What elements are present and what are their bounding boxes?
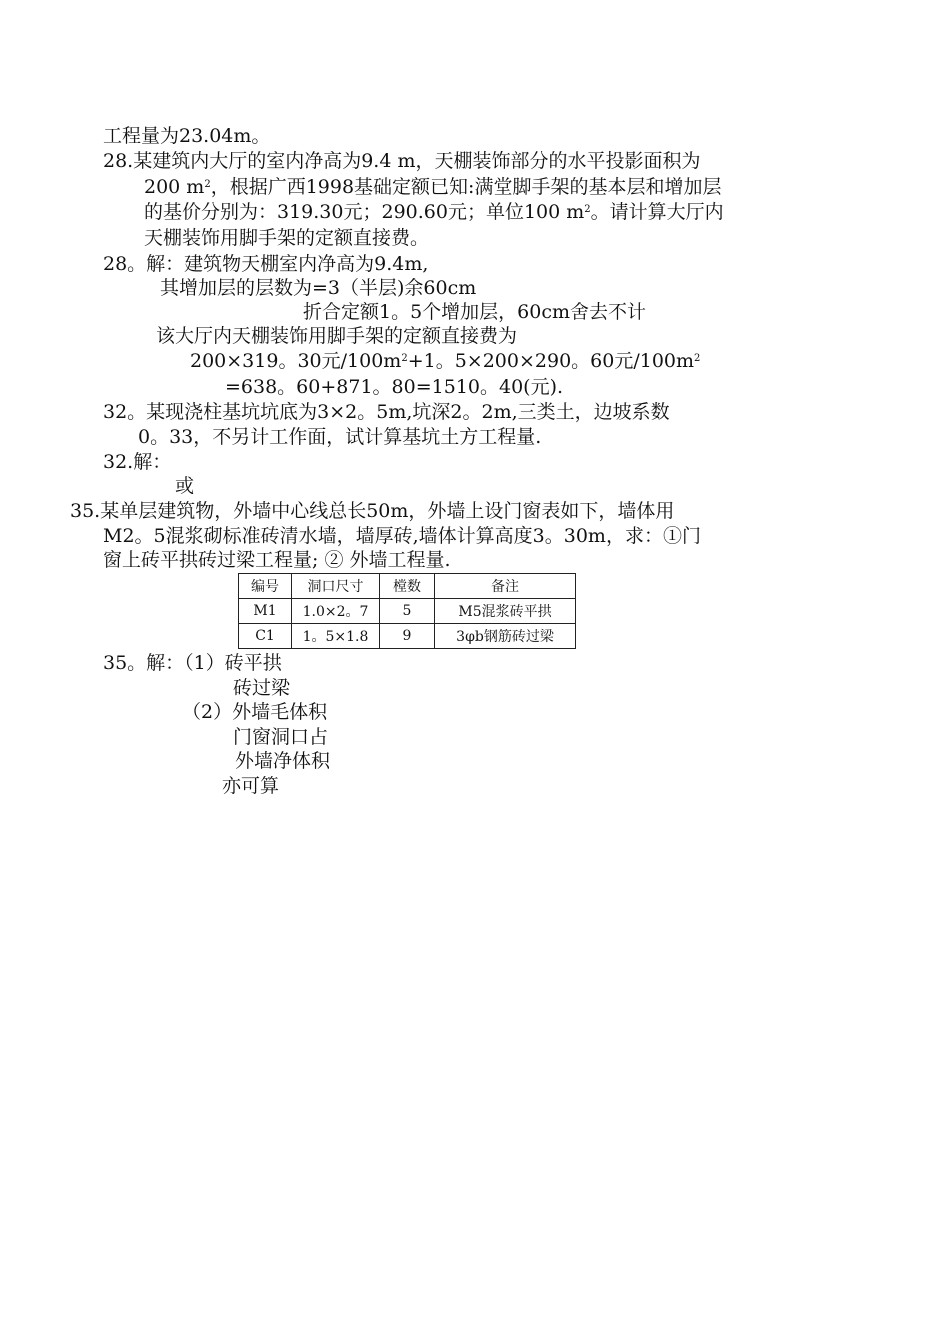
text-fragment: 200 m: [144, 176, 205, 198]
answer-28-line: 其增加层的层数为=3（半层)余60cm: [160, 277, 477, 299]
superscript: 2: [694, 353, 701, 364]
question-35-line: 窗上砖平拱砖过梁工程量; ② 外墙工程量.: [103, 549, 451, 571]
table-header-cell: 备注: [435, 574, 576, 599]
table-cell: 1.0×2。7: [292, 599, 380, 624]
superscript: 2: [401, 353, 408, 364]
answer-32-line: 32.解：: [103, 451, 172, 473]
superscript: 2: [584, 204, 591, 215]
answer-35-line: （2）外墙毛体积: [182, 701, 328, 723]
table-header-row: [239, 574, 576, 599]
answer-28-line: [190, 349, 700, 373]
answer-35-line: 砖过梁: [233, 677, 291, 699]
table-header-cell: 洞口尺寸: [292, 574, 380, 599]
question-35-line: M2。5混浆砌标准砖清水墙，墙厚砖,墙体计算高度3。30m，求：①门: [103, 525, 701, 547]
superscript: 2: [204, 179, 211, 190]
question-28-line: 28.某建筑内大厅的室内净高为9.4 m，天棚装饰部分的水平投影面积为: [103, 150, 701, 172]
table-cell: M1: [239, 599, 292, 624]
answer-35-line: 门窗洞口占: [233, 726, 329, 748]
text-line: 工程量为23.04m。: [103, 125, 271, 147]
text-fragment: 的基价分别为：319.30元；290.60元；单位100 m: [144, 201, 585, 223]
table-row: [239, 624, 576, 649]
table-cell: 3φb钢筋砖过梁: [435, 624, 576, 649]
table-cell: C1: [239, 624, 292, 649]
answer-35-line: 亦可算: [222, 775, 280, 797]
table-header-cell: 编号: [239, 574, 292, 599]
door-window-table: [238, 573, 576, 649]
answer-28-line: 该大厅内天棚装饰用脚手架的定额直接费为: [156, 325, 518, 347]
table-cell: M5混浆砖平拱: [435, 599, 576, 624]
answer-28-line: 折合定额1。5个增加层，60cm舍去不计: [303, 301, 647, 323]
table-cell: 9: [380, 624, 435, 649]
text-fragment: ，根据广西1998基础定额已知:满堂脚手架的基本层和增加层: [210, 176, 722, 198]
answer-28-line: 28。解：建筑物天棚室内净高为9.4m,: [103, 253, 429, 275]
text-fragment: +1。5×200×290。60元/100m: [407, 350, 695, 372]
table-cell: 1。5×1.8: [292, 624, 380, 649]
text-fragment: 200×319。30元/100m: [190, 350, 402, 372]
table-row: [239, 599, 576, 624]
answer-35-line: 外墙净体积: [235, 750, 331, 772]
table-cell: 5: [380, 599, 435, 624]
table-header-cell: 樘数: [380, 574, 435, 599]
question-28-line: [144, 175, 721, 199]
question-35-line: 35.某单层建筑物，外墙中心线总长50m，外墙上设门窗表如下，墙体用: [70, 500, 675, 522]
question-28-line: 天棚装饰用脚手架的定额直接费。: [144, 227, 430, 249]
question-32-line: 32。某现浇柱基坑坑底为3×2。5m,坑深2。2m,三类土，边坡系数: [103, 401, 670, 423]
text-fragment: 。请计算大厅内: [590, 201, 724, 223]
question-32-line: 0。33，不另计工作面，试计算基坑土方工程量.: [138, 426, 542, 448]
answer-32-line: 或: [175, 475, 195, 497]
question-28-line: [144, 200, 724, 224]
answer-35-line: 35。解：（1）砖平拱: [103, 652, 282, 674]
answer-28-line: =638。60+871。80=1510。40(元).: [225, 376, 564, 398]
